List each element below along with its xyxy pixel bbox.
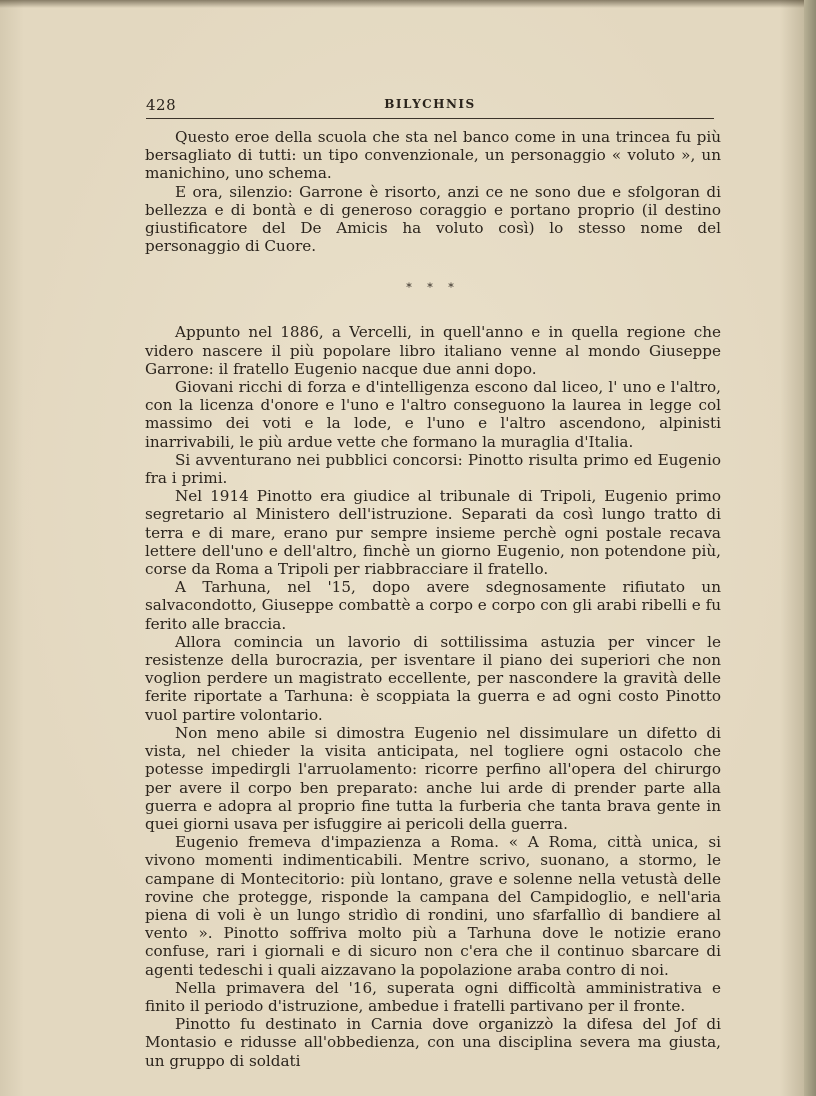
paragraph: Eugenio fremeva d'impazienza a Roma. « A Roma, città unica, si vivono momenti indimenticabili. Mentre scrivo, suonano, a stormo, le campane di Montecitorio: più lontano, grave e solenne nella vetustà delle rovine che protegge, risponde la campana del Campidoglio, e nell'aria piena di voli è un lungo stridìo di rondini, uno sfarfallìo di bandiere al vento ». Pinotto soffriva molto più a Tarhuna dove le notizie erano confuse, rari i giornali e di sicuro non c'era che il continuo sbarcare di agenti tedeschi i quali aizzavano la popolazione araba contro di noi. [145, 833, 721, 979]
paragraph: Si avventurano nei pubblici concorsi: Pinotto risulta primo ed Eugenio fra i primi. [145, 450, 721, 488]
body-text [145, 128, 721, 1070]
paragraph: Giovani ricchi di forza e d'intelligenza escono dal liceo, l' uno e l'altro, con la licenza d'onore e l'uno e l'altro conseguono la laurea in legge col massimo dei voti e la lode, e l'uno e l'altro ascendono, alpinisti inarrivabili, le più ardue vette che formano la muraglia d'Italia. [145, 378, 721, 451]
top-edge-shadow [0, 0, 804, 8]
paragraph: Appunto nel 1886, a Vercelli, in quell'anno e in quella regione che videro nascere il più popolare libro italiano venne al mondo Giuseppe Garrone: il fratello Eugenio nacque due anni dopo. [145, 323, 721, 378]
header-rule [146, 118, 714, 119]
section-break [145, 255, 721, 323]
page-number: 428 [146, 96, 177, 114]
journal-title: BILYCHNIS [384, 97, 476, 111]
paragraph: Non meno abile si dimostra Eugenio nel dissimulare un difetto di vista, nel chieder la visita anticipata, nel togliere ogni ostacolo che potesse impedirgli l'arruolamento: ricorre perfino all'opera del chirurgo per avere il corpo ben preparato: anche lui arde di prender parte alla guerra e adopra al proprio fine tutta la furberia che tanta brava gente in quei giorni usava per isfuggire ai pericoli della guerra. [145, 723, 721, 833]
paragraph: A Tarhuna, nel '15, dopo avere sdegnosamente rifiutato un salvacondotto, Giuseppe combattè a corpo e corpo con gli arabi ribelli e fu ferito alle braccia. [145, 578, 721, 633]
section-asterisks: * * * [406, 281, 460, 295]
paragraph: Pinotto fu destinato in Carnia dove organizzò la difesa del Jof di Montasio e ridusse all'obbedienza, con una disciplina severa ma giusta, un gruppo di soldati [145, 1015, 721, 1070]
running-head [146, 96, 714, 118]
paragraph: Allora comincia un lavorio di sottilissima astuzia per vincer le resistenze della burocrazia, per isventare il piano dei superiori che non voglion perdere un magistrato eccellente, per nascondere la gravità delle ferite riportate a Tarhuna: è scoppiata la guerra e ad ogni costo Pinotto vuol partire volontario. [145, 632, 721, 724]
page-edge-shadow [804, 0, 816, 1096]
paragraph: Nel 1914 Pinotto era giudice al tribunale di Tripoli, Eugenio primo segretario al Ministero dell'istruzione. Separati da così lungo tratto di terra e di mare, erano pur sempre insieme perchè ogni postale recava lettere dell'uno e dell'altro, finchè un giorno Eugenio, non potendone più, corse da Roma a Tripoli per riabbracciare il fratello. [145, 487, 721, 579]
paragraph: E ora, silenzio: Garrone è risorto, anzi ce ne sono due e sfolgoran di bellezza e di bontà e di generoso coraggio e portano proprio (il destino giustificatore del De Amicis ha voluto così) lo stesso nome del personaggio di Cuore. [145, 182, 721, 256]
paragraph: Nella primavera del '16, superata ogni difficoltà amministrativa e finito il periodo d'istruzione, ambedue i fratelli partivano per il fronte. [145, 978, 721, 1015]
paragraph: Questo eroe della scuola che sta nel banco come in una trincea fu più bersagliato di tutti: un tipo convenzionale, un personaggio « voluto », un manichino, uno schema. [145, 128, 721, 183]
